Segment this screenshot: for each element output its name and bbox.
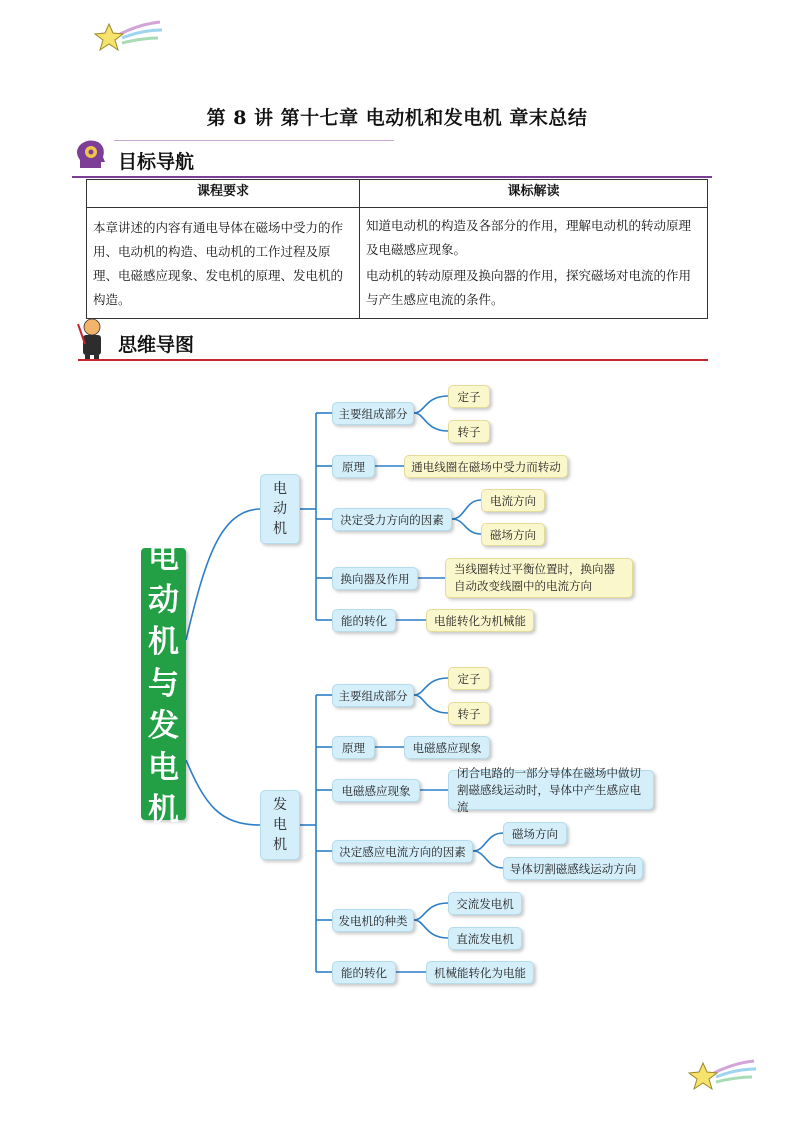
generator-energy-text: 机械能转化为电能 (426, 961, 534, 984)
root-char: 电 (148, 540, 179, 576)
branch-generator (260, 790, 300, 860)
generator-induction-node: 电磁感应现象 (332, 779, 420, 802)
course-requirements-text: 本章讲述的内容有通电导体在磁场中受力的作用、电动机的构造、电动机的工作过程及原理、电磁感应现象、发电机的原理、发电机的构造。 (93, 220, 344, 307)
motor-stator-node: 定子 (448, 385, 490, 408)
root-char: 机 (148, 792, 179, 828)
mindmap-root (141, 540, 186, 828)
branch-motor (260, 474, 300, 544)
branch-char: 电 (273, 817, 287, 833)
section-heading-objectives: 目标导航 (118, 151, 195, 173)
generator-parts-node: 主要组成部分 (332, 684, 414, 707)
branch-char: 发 (273, 797, 287, 813)
generator-dc-node: 直流发电机 (448, 927, 522, 950)
root-char: 动 (148, 582, 179, 618)
generator-rotor-node: 转子 (448, 702, 490, 725)
standard-text: 电动机的转动原理及换向器的作用，探究磁场对电流的作用与产生感应电流的条件。 (366, 268, 692, 307)
generator-principle-text: 电磁感应现象 (404, 736, 490, 759)
motor-current-dir-node: 电流方向 (481, 489, 545, 512)
generator-cut-dir-node: 导体切割磁感线运动方向 (503, 857, 643, 880)
motor-factors-node: 决定受力方向的因素 (332, 508, 452, 531)
generator-induction-text: 闭合电路的一部分导体在磁场中做切割磁感线运动时，导体中产生感应电流 (448, 770, 654, 810)
generator-stator-node: 定子 (448, 667, 490, 690)
root-char: 电 (148, 750, 179, 786)
column-header: 课标解读 (360, 180, 708, 208)
motor-energy-text: 电能转化为机械能 (426, 609, 534, 632)
column-header: 课程要求 (87, 180, 360, 208)
branch-char: 机 (273, 521, 287, 537)
branch-char: 电 (273, 481, 287, 497)
standard-text: 知道电动机的构造及各部分的作用，理解电动机的转动原理及电磁感应现象。 (366, 218, 692, 257)
generator-factors-node: 决定感应电流方向的因素 (332, 840, 473, 863)
root-char: 与 (148, 666, 179, 702)
motor-commutator-text: 当线圈转过平衡位置时，换向器自动改变线圈中的电流方向 (445, 558, 633, 598)
motor-commutator-node: 换向器及作用 (332, 567, 418, 590)
generator-ac-node: 交流发电机 (448, 892, 522, 915)
motor-parts-node: 主要组成部分 (332, 402, 414, 425)
motor-field-dir-node: 磁场方向 (481, 523, 545, 546)
motor-energy-node: 能的转化 (332, 609, 396, 632)
generator-energy-node: 能的转化 (332, 961, 396, 984)
motor-principle-node: 原理 (332, 455, 375, 478)
motor-principle-text: 通电线圈在磁场中受力而转动 (404, 455, 568, 478)
generator-principle-node: 原理 (332, 736, 375, 759)
section-heading-mindmap: 思维导图 (118, 334, 195, 356)
motor-rotor-node: 转子 (448, 420, 490, 443)
root-char: 发 (148, 708, 179, 744)
page-title: 第 8 讲 第十七章 电动机和发电机 章末总结 (206, 107, 588, 129)
branch-char: 机 (273, 837, 287, 853)
generator-types-node: 发电机的种类 (332, 909, 414, 932)
generator-field-dir-node: 磁场方向 (503, 822, 567, 845)
branch-char: 动 (273, 501, 287, 517)
root-char: 机 (148, 624, 179, 660)
